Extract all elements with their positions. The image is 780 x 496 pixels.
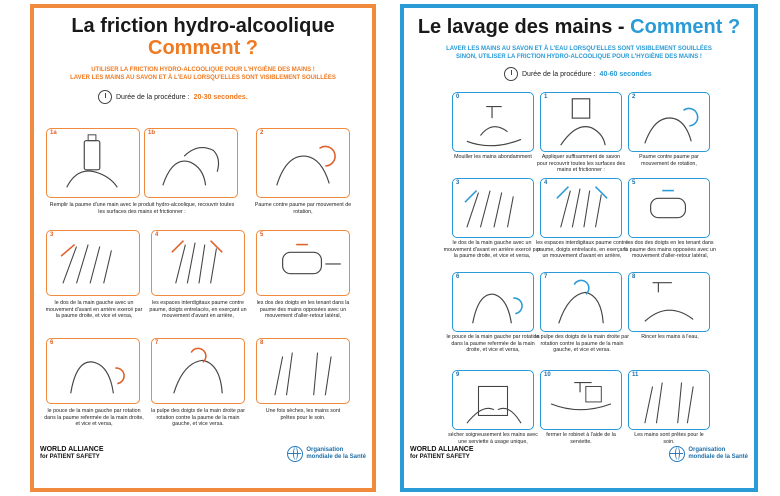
step-number: 2 [260, 130, 264, 136]
step-box-3 [46, 230, 140, 296]
step-number: 1a [50, 130, 57, 136]
step-box-6 [452, 272, 534, 332]
step-box-0 [452, 92, 534, 152]
step-box-7 [540, 272, 622, 332]
step-1-caption: Remplir la paume d'une main avec le produit hydro-alcoolique, recouvrir toutes les surfaces des mains et frictionner : [49, 202, 235, 215]
step-box-4 [151, 230, 245, 296]
step-4-caption: les espaces interdigitaux paume contre paume, doigts entrelacés, en exerçant un mouvement d'avant en arrière, [149, 300, 247, 320]
step-box-7 [151, 338, 245, 404]
back-of-hand-icon [453, 179, 533, 237]
step-number: 3 [456, 180, 460, 186]
who-logo: Organisation mondiale de la Santé [287, 446, 366, 462]
wash-step-8-caption: Rincer les mains à l'eau, [641, 334, 699, 340]
clock-icon [504, 67, 518, 81]
step-box-1a [46, 128, 140, 198]
globe-icon [669, 446, 685, 462]
step-number: 0 [456, 94, 460, 100]
step-5-caption: les dos des doigts en les tenant dans la paume des mains opposées avec un mouvement d'aller-retour latéral, [256, 300, 350, 320]
interlaced-fingers-icon [541, 179, 621, 237]
fingertips-icon [541, 273, 621, 331]
step-box-11 [628, 370, 710, 430]
step-2-caption: Paume contre paume par mouvement de rotation, [254, 202, 352, 215]
step-box-10 [540, 370, 622, 430]
step-box-3 [452, 178, 534, 238]
instruction-line-2: SINON, UTILISER LA FRICTION HYDRO-ALCOOLIQUE POUR L'HYGIÈNE DES MAINS ! [456, 54, 702, 61]
step-box-4 [540, 178, 622, 238]
step-number: 1 [544, 94, 548, 100]
poster-hand-wash [400, 4, 758, 492]
duration-value: 40-60 secondes [599, 70, 652, 78]
wash-step-10-caption: fermer le robinet à l'aide de la serviette. [546, 432, 616, 445]
rinse-icon [629, 273, 709, 331]
footer [40, 446, 366, 484]
step-box-1 [540, 92, 622, 152]
step-7-caption: la pulpe des doigts de la main droite par rotation contre la paume de la main gauche, et vice versa. [151, 408, 245, 428]
step-number: 7 [544, 274, 548, 280]
fine-print [494, 448, 652, 452]
instruction-line-1: LAVER LES MAINS AU SAVON ET À L'EAU LORSQU'ELLES SONT VISIBLEMENT SOUILLÉES [446, 46, 712, 52]
wash-step-5-caption: les dos des doigts en les tenant dans la paume des mains opposées avec un mouvement d'aller-retour latéral, [624, 240, 716, 260]
step-number: 7 [155, 340, 159, 346]
palm-to-palm-icon [629, 93, 709, 151]
wash-step-1-caption: Appliquer suffisamment de savon pour recouvrir toutes les surfaces des mains et frictionner : [536, 154, 626, 174]
poster-hand-rub [30, 4, 376, 492]
instruction-text [34, 66, 372, 82]
close-tap-icon [541, 371, 621, 429]
world-alliance-logo: WORLD ALLIANCE for PATIENT SAFETY [410, 446, 474, 460]
step-6-caption: le pouce de la main gauche par rotation dans la paume refermée de la main droite, et vice et versa, [44, 408, 144, 428]
wash-step-0-caption: Mouiller les mains abondamment [454, 154, 532, 160]
instruction-line-1: UTILISER LA FRICTION HYDRO-ALCOOLIQUE POUR L'HYGIÈNE DES MAINS ! [91, 67, 315, 73]
back-of-hand-icon [47, 231, 139, 295]
step-box-2 [628, 92, 710, 152]
fingertips-icon [152, 339, 244, 403]
wash-step-4-caption: les espaces interdigitaux paume contre paume, doigts entrelacés, en exerçant un mouvement d'avant en arrière, [536, 240, 628, 260]
fine-print [124, 448, 270, 452]
wash-step-6-caption: le pouce de la main gauche par rotation dans la paume refermée de la main droite, et vice et versa, [446, 334, 540, 354]
faucet-icon [453, 93, 533, 151]
step-box-8 [256, 338, 350, 404]
step-number: 5 [632, 180, 636, 186]
step-number: 6 [50, 340, 54, 346]
wash-step-9-caption: sécher soigneusement les mains avec une serviette à usage unique, [448, 432, 538, 445]
world-alliance-logo: WORLD ALLIANCE for PATIENT SAFETY [40, 446, 104, 460]
step-number: 8 [260, 340, 264, 346]
who-logo: Organisation mondiale de la Santé [669, 446, 748, 462]
thumb-rotation-icon [47, 339, 139, 403]
clean-hands-icon [257, 339, 349, 403]
poster-subtitle-comment: Comment ? [148, 37, 258, 59]
globe-icon [287, 446, 303, 462]
step-box-5 [628, 178, 710, 238]
step-box-8 [628, 272, 710, 332]
soap-dispenser-icon [541, 93, 621, 151]
hand-sanitizer-icon [47, 129, 139, 197]
step-number: 2 [632, 94, 636, 100]
duration-row [98, 90, 372, 104]
hands-rub-icon [145, 129, 237, 197]
towel-dry-icon [453, 371, 533, 429]
poster-title: La friction hydro-alcoolique [71, 15, 335, 37]
step-box-2 [256, 128, 350, 198]
clock-icon [98, 90, 112, 104]
back-of-fingers-icon [629, 179, 709, 237]
interlaced-fingers-icon [152, 231, 244, 295]
back-of-fingers-icon [257, 231, 349, 295]
instruction-line-2: LAVER LES MAINS AU SAVON ET À L'EAU LORSQU'ELLES SONT VISIBLEMENT SOUILLÉES [70, 75, 336, 82]
step-number: 6 [456, 274, 460, 280]
step-box-1b [144, 128, 238, 198]
duration-value: 20-30 secondes. [193, 93, 248, 101]
step-number: 5 [260, 232, 264, 238]
wash-step-7-caption: la pulpe des doigts de la main droite par rotation contre la paume de la main gauche, et vice et versa. [535, 334, 629, 354]
step-box-9 [452, 370, 534, 430]
palm-to-palm-icon [257, 129, 349, 197]
wash-step-3-caption: le dos de la main gauche avec un mouvement d'avant en arrière exercé par la paume droite, et vice et versa, [443, 240, 541, 260]
step-number: 11 [632, 372, 639, 378]
duration-row [504, 67, 754, 81]
step-number: 10 [544, 372, 551, 378]
step-number: 4 [544, 180, 548, 186]
footer [410, 446, 748, 484]
wash-step-11-caption: Les mains sont prêtes pour le soin. [634, 432, 704, 445]
step-number: 8 [632, 274, 636, 280]
thumb-rotation-icon [453, 273, 533, 331]
instruction-text [404, 45, 754, 61]
step-box-6 [46, 338, 140, 404]
step-3-caption: le dos de la main gauche avec un mouvement d'avant en arrière exercé par la paume droite, et vice et versa, [45, 300, 143, 320]
duration-label: Durée de la procédure : [522, 70, 596, 78]
poster-title: Le lavage des mains - Comment ? [417, 16, 741, 38]
step-number: 3 [50, 232, 54, 238]
step-number: 1b [148, 130, 156, 136]
wash-step-2-caption: Paume contre paume par mouvement de rotation, [639, 154, 699, 167]
step-box-5 [256, 230, 350, 296]
duration-label: Durée de la procédure : [116, 93, 190, 101]
step-number: 4 [155, 232, 159, 238]
step-number: 9 [456, 372, 460, 378]
step-8-caption: Une fois sèches, les mains sont prêtes pour le soin. [265, 408, 341, 421]
clean-hands-icon [629, 371, 709, 429]
